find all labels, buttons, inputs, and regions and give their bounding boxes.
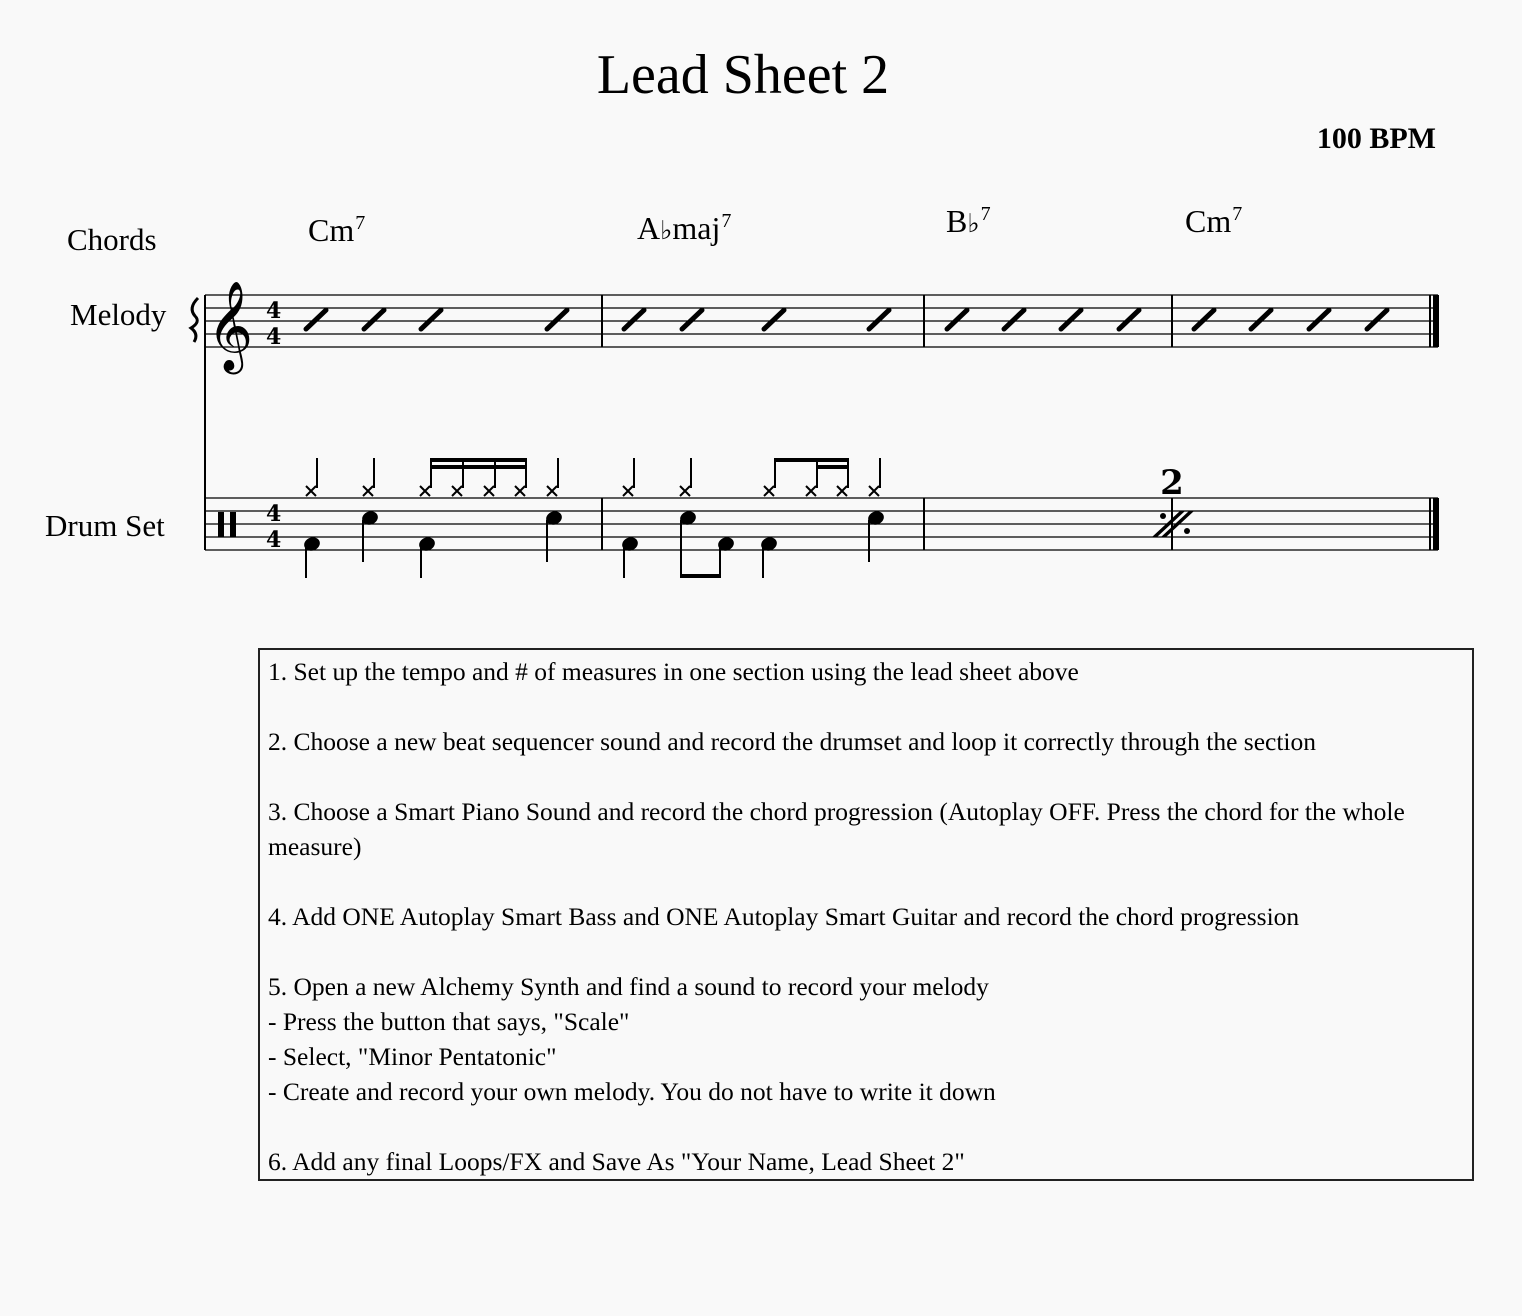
system-brace <box>191 298 198 342</box>
hihat-notes <box>306 458 880 496</box>
chord-root: A <box>637 210 661 246</box>
melody-staff <box>205 295 1438 347</box>
repeat-count: 2 <box>1160 463 1184 503</box>
sheet-title: Lead Sheet 2 <box>596 44 890 106</box>
treble-clef-icon: 𝄞 <box>207 281 254 371</box>
instruction-step-2: 2. Choose a new beat sequencer sound and record the drumset and loop it correctly through the section <box>268 727 1317 756</box>
drums-staff-label: Drum Set <box>45 508 165 543</box>
tempo-marking: 100 BPM <box>1316 122 1436 155</box>
svg-text:4: 4 <box>266 501 282 527</box>
instruction-step-4: 4. Add ONE Autoplay Smart Bass and ONE Autoplay Smart Guitar and record the chord progression <box>268 902 1300 931</box>
hihat-beams <box>430 458 849 469</box>
melody-time-signature <box>266 298 281 350</box>
kick-notes <box>304 520 869 578</box>
chords-staff-label: Chords <box>67 222 157 257</box>
drum-time-signature <box>266 501 281 553</box>
chord-extension: 7 <box>721 210 732 232</box>
instruction-step-5-scale: - Press the button that says, "Scale" <box>268 1007 630 1036</box>
chord-quality: m <box>1206 203 1232 239</box>
drum-staff <box>205 498 1438 550</box>
chord-quality: m <box>329 212 355 248</box>
instruction-step-6: 6. Add any final Loops/FX and Save As "Your Name, Lead Sheet 2" <box>268 1147 965 1176</box>
chord-extension: 7 <box>980 203 991 225</box>
chord-accidental: ♭ <box>660 216 673 245</box>
svg-text:4: 4 <box>266 527 282 553</box>
instruction-step-5 <box>268 969 1466 1109</box>
svg-text:4: 4 <box>266 324 282 350</box>
score-notation <box>0 0 1522 620</box>
instruction-step-1: 1. Set up the tempo and # of measures in one section using the lead sheet above <box>268 657 1079 686</box>
chord-quality: maj <box>672 210 721 246</box>
melody-staff-label: Melody <box>70 297 167 332</box>
chord-root: C <box>1185 203 1207 239</box>
instruction-step-5-main: 5. Open a new Alchemy Synth and find a sound to record your melody <box>268 972 989 1001</box>
instruction-step-5-create: - Create and record your own melody. You do not have to write it down <box>268 1077 996 1106</box>
chord-root: C <box>308 212 330 248</box>
chord-root: B <box>946 203 968 239</box>
instruction-step-5-select: - Select, "Minor Pentatonic" <box>268 1042 557 1071</box>
instruction-step-3: 3. Choose a Smart Piano Sound and record the chord progression (Autoplay OFF. Press the chord for the whole measure) <box>268 797 1405 861</box>
chord-extension: 7 <box>1232 203 1243 225</box>
melody-slash-notes <box>306 310 1387 329</box>
svg-text:4: 4 <box>266 298 282 324</box>
chord-accidental: ♭ <box>967 209 980 238</box>
snare-notes <box>362 510 885 525</box>
chord-extension: 7 <box>355 212 366 234</box>
instructions-box <box>258 648 1474 1181</box>
